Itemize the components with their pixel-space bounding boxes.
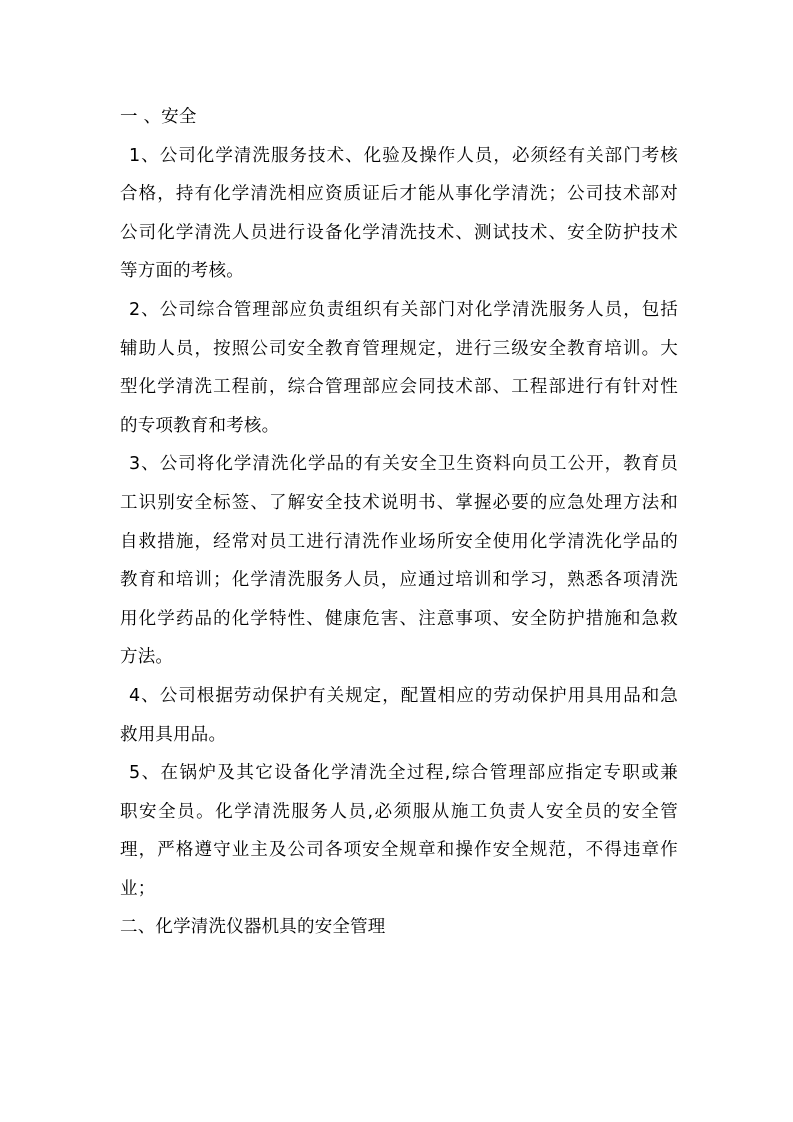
paragraph-line: 合格，持有化学清洗相应资质证后才能从事化学清洗；公司技术部对 — [120, 184, 678, 205]
paragraph-line: 5、在锅炉及其它设备化学清洗全过程,综合管理部应指定专职或兼 — [129, 763, 678, 784]
section-heading-equipment: 二、化学清洗仪器机具的安全管理 — [120, 917, 386, 938]
paragraph-line: 等方面的考核。 — [120, 261, 244, 282]
paragraph-line: 教育和培训；化学清洗服务人员，应通过培训和学习，熟悉各项清洗 — [120, 570, 678, 591]
paragraph-item-2 — [120, 291, 678, 445]
document-body — [120, 98, 678, 947]
paragraph-line: 1、公司化学清洗服务技术、化验及操作人员，必须经有关部门考核 — [129, 145, 678, 166]
paragraph-line: 的专项教育和考核。 — [120, 415, 280, 436]
paragraph-line: 职安全员。化学清洗服务人员,必须服从施工负责人安全员的安全管 — [120, 801, 678, 822]
paragraph-line: 公司化学清洗人员进行设备化学清洗技术、测试技术、安全防护技术 — [120, 222, 678, 243]
paragraph-line: 业； — [120, 878, 156, 899]
paragraph-line: 自救措施，经常对员工进行清洗作业场所安全使用化学清洗化学品的 — [120, 531, 678, 552]
paragraph-item-4 — [120, 677, 678, 754]
paragraph-item-5 — [120, 754, 678, 908]
section-heading-safety: 一 、安全 — [120, 107, 197, 127]
paragraph-line: 4、公司根据劳动保护有关规定，配置相应的劳动保护用具用品和急 — [129, 685, 678, 706]
paragraph-line: 救用具用品。 — [120, 724, 227, 745]
paragraph-line: 理，严格遵守业主及公司各项安全规章和操作安全规范，不得违章作 — [120, 840, 678, 861]
paragraph-item-1 — [120, 137, 678, 291]
paragraph-line: 用化学药品的化学特性、健康危害、注意事项、安全防护措施和急救 — [120, 608, 678, 629]
paragraph-item-3 — [120, 445, 678, 677]
paragraph-line: 2、公司综合管理部应负责组织有关部门对化学清洗服务人员，包括 — [129, 299, 678, 320]
paragraph-line: 方法。 — [120, 647, 174, 668]
paragraph-line: 型化学清洗工程前，综合管理部应会同技术部、工程部进行有针对性 — [120, 377, 678, 398]
paragraph-line: 工识别安全标签、了解安全技术说明书、掌握必要的应急处理方法和 — [120, 492, 678, 513]
paragraph-line: 辅助人员，按照公司安全教育管理规定，进行三级安全教育培训。大 — [120, 338, 678, 359]
paragraph-line: 3、公司将化学清洗化学品的有关安全卫生资料向员工公开，教育员 — [129, 454, 678, 475]
